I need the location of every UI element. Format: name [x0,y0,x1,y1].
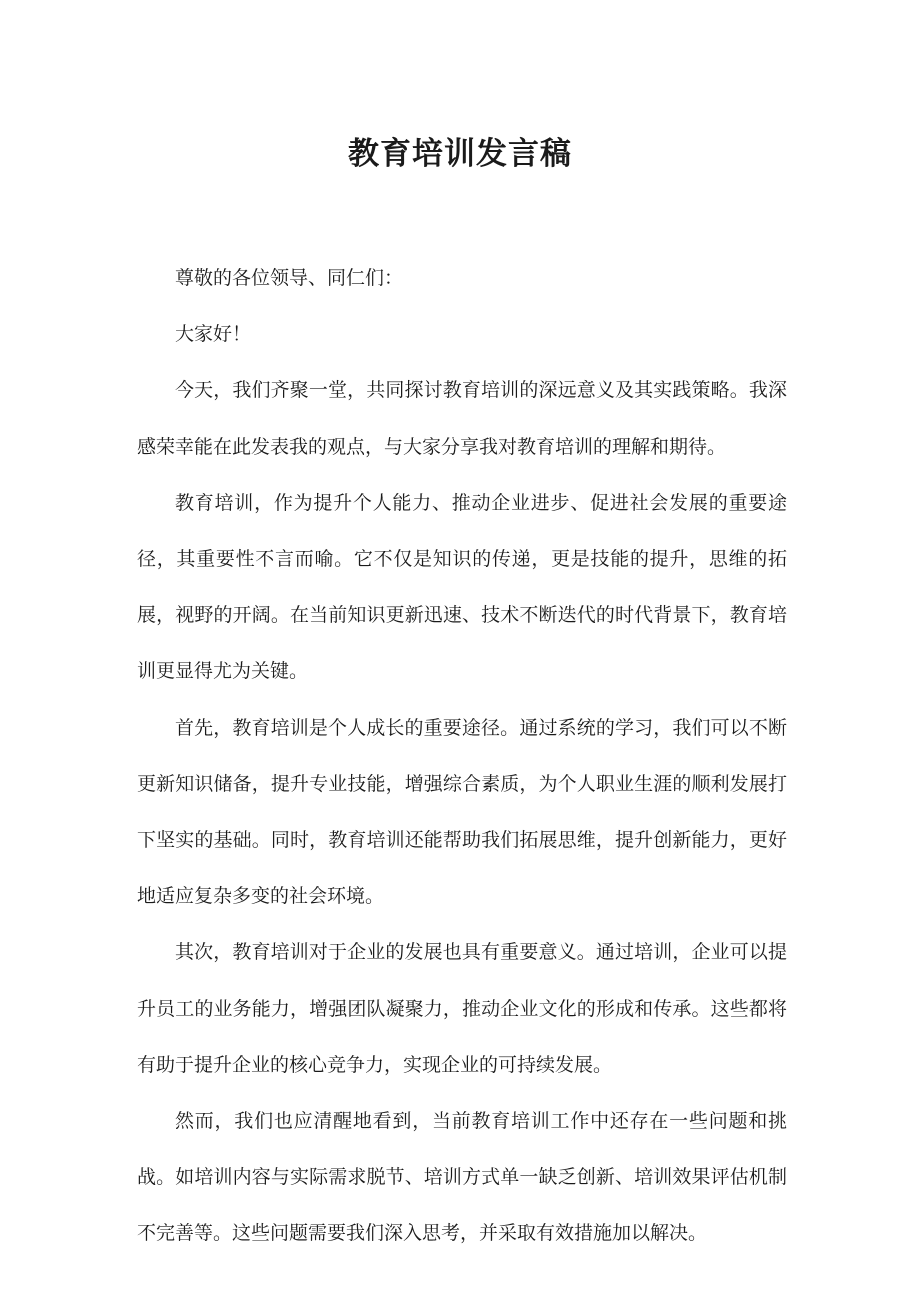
body-paragraph: 首先，教育培训是个人成长的重要途径。通过系统的学习，我们可以不断更新知识储备，提升专业技能，增强综合素质，为个人职业生涯的顺利发展打下坚实的基础。同时，教育培训还能帮助我们拓展思维，提升创新能力，更好地适应复杂多变的社会环境。 [137,716,787,908]
body-paragraph: 今天，我们齐聚一堂，共同探讨教育培训的深远意义及其实践策略。我深感荣幸能在此发表我的观点，与大家分享我对教育培训的理解和期待。 [137,379,787,458]
greeting-paragraph: 大家好！ [175,323,252,346]
document-body [137,250,787,1262]
body-paragraph: 教育培训，作为提升个人能力、推动企业进步、促进社会发展的重要途径，其重要性不言而喻。它不仅是知识的传递，更是技能的提升，思维的拓展，视野的开阔。在当前知识更新迅速、技术不断迭代的时代背景下，教育培训更显得尤为关键。 [137,491,787,683]
document-title: 教育培训发言稿 [348,136,572,172]
body-paragraph: 其次，教育培训对于企业的发展也具有重要意义。通过培训，企业可以提升员工的业务能力，增强团队凝聚力，推动企业文化的形成和传承。这些都将有助于提升企业的核心竞争力，实现企业的可持续发展。 [137,941,787,1076]
body-paragraph: 然而，我们也应清醒地看到，当前教育培训工作中还存在一些问题和挑战。如培训内容与实际需求脱节、培训方式单一缺乏创新、培训效果评估机制不完善等。这些问题需要我们深入思考，并采取有效措施加以解决。 [137,1110,787,1245]
salutation-paragraph: 尊敬的各位领导、同仁们： [175,267,404,289]
